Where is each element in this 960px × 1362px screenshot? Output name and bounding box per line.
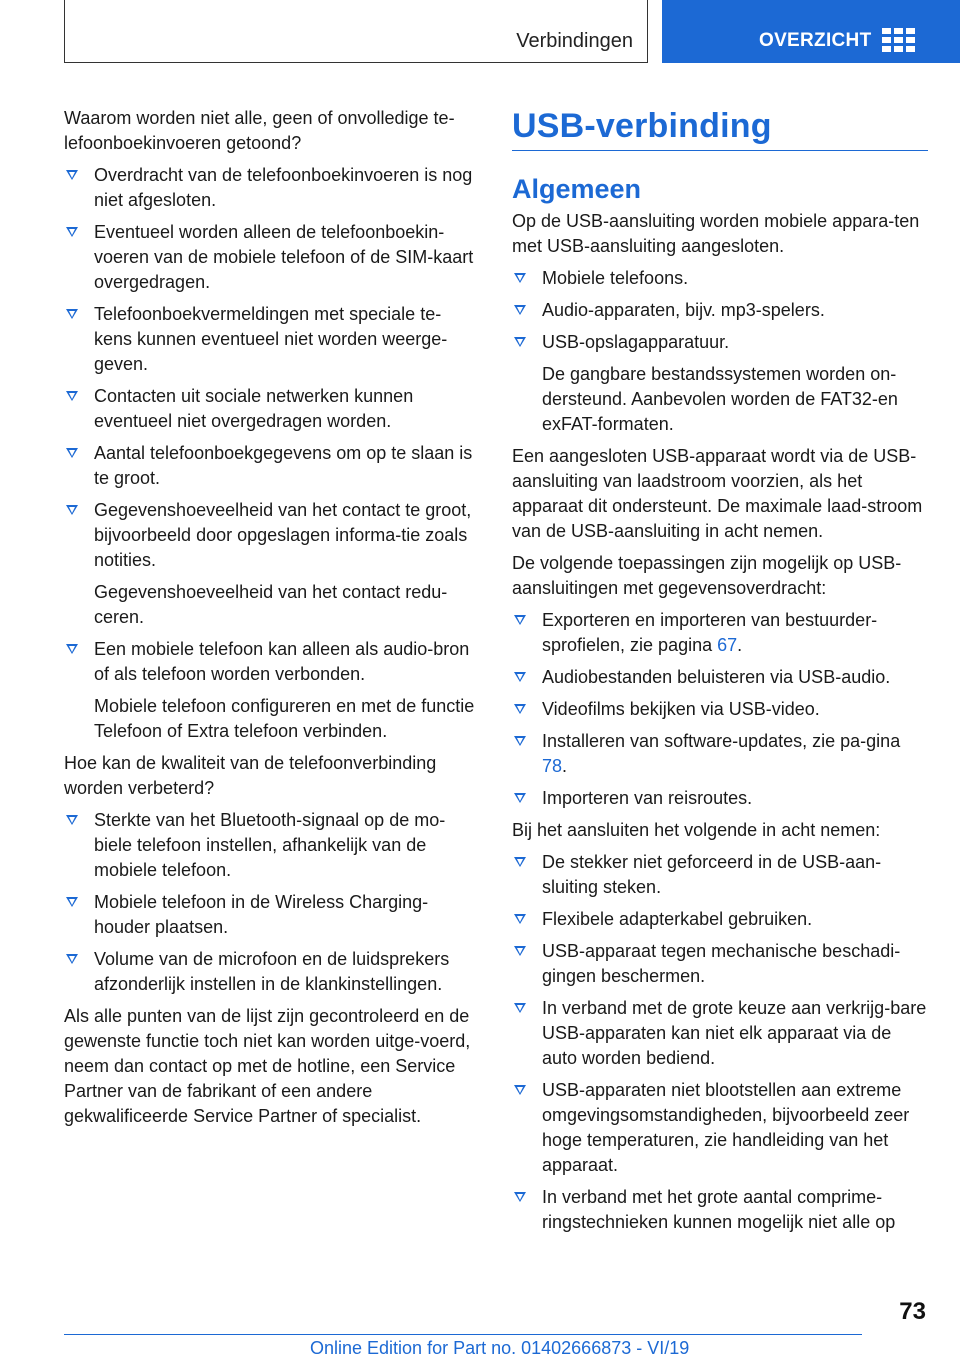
- list-item: Sterkte van het Bluetooth-signaal op de mo-biele telefoon instellen, afhankelijk van de mobiele telefoon.: [64, 808, 478, 883]
- charging-paragraph: Een aangesloten USB-apparaat wordt via de USB-aansluiting van laadstroom voorzien, als het apparaat dit ondersteunt. De maximale laad-stroom van de USB-aansluiting in acht nemen.: [512, 446, 923, 541]
- applications-list: [512, 608, 928, 811]
- list-item: Audiobestanden beluisteren via USB-audio.: [512, 665, 928, 690]
- bullet-triangle-icon: [66, 170, 78, 180]
- list-item: Eventueel worden alleen de telefoonboekin-voeren van de mobiele telefoon of de SIM-kaart overgedragen.: [64, 220, 478, 295]
- connection-notes-intro: Bij het aansluiten het volgende in acht nemen:: [512, 820, 881, 840]
- page-link-67[interactable]: 67: [717, 635, 738, 655]
- bullet-triangle-icon: [66, 505, 78, 515]
- subsection-heading: Algemeen: [512, 174, 642, 204]
- call-quality-list: [64, 808, 478, 997]
- overview-label: OVERZICHT: [759, 30, 872, 51]
- bullet-triangle-icon: [514, 615, 526, 625]
- list-item: De stekker niet geforceerd in de USB-aan-sluiting steken.: [512, 850, 928, 900]
- list-item: In verband met het grote aantal comprime-ringstechnieken kunnen mogelijk niet alle op: [512, 1185, 928, 1235]
- bullet-triangle-icon: [66, 309, 78, 319]
- bullet-triangle-icon: [514, 946, 526, 956]
- bullet-triangle-icon: [514, 1003, 526, 1013]
- list-item: Overdracht van de telefoonboekinvoeren is nog niet afgesloten.: [64, 163, 478, 213]
- edition-footer: Online Edition for Part no. 01402666873 - VI/19: [310, 1338, 690, 1358]
- applications-intro: De volgende toepassingen zijn mogelijk op USB-aansluitingen met gegevensoverdracht:: [512, 553, 902, 598]
- device-list: [512, 266, 928, 437]
- question-2: Hoe kan de kwaliteit van de telefoonverbinding worden verbeterd?: [64, 753, 437, 798]
- list-item: USB-apparaten niet blootstellen aan extreme omgevingsomstandigheden, bijvoorbeeld zeer hoge temperaturen, zie handleiding van het apparaat.: [512, 1078, 928, 1178]
- list-item: Videofilms bekijken via USB-video.: [512, 697, 928, 722]
- list-item: Importeren van reisroutes.: [512, 786, 928, 811]
- bullet-triangle-icon: [66, 391, 78, 401]
- overview-button[interactable]: [662, 0, 960, 63]
- bullet-triangle-icon: [514, 305, 526, 315]
- list-item: Flexibele adapterkabel gebruiken.: [512, 907, 928, 932]
- bullet-triangle-icon: [514, 1192, 526, 1202]
- bullet-triangle-icon: [514, 793, 526, 803]
- closing-paragraph: Als alle punten van de lijst zijn gecontroleerd en de gewenste functie toch niet kan worden uitge-voerd, neem dan contact op met de hotline, een Service Partner van de fabrikant of een andere gekwalificeerde Service Partner of specialist.: [64, 1006, 471, 1126]
- list-item: Audio-apparaten, bijv. mp3-spelers.: [512, 298, 928, 323]
- list-item: Telefoonboekvermeldingen met speciale te-kens kunnen eventueel niet worden weerge-geven.: [64, 302, 478, 377]
- list-item: In verband met de grote keuze aan verkrijg-bare USB-apparaten kan niet elk apparaat via de auto worden bediend.: [512, 996, 928, 1071]
- right-column: [512, 106, 928, 1242]
- list-item: Aantal telefoonboekgegevens om op te slaan is te groot.: [64, 441, 478, 491]
- page-number: 73: [899, 1298, 926, 1325]
- question-1: Waarom worden niet alle, geen of onvolledige te-lefoonboekinvoeren getoond?: [64, 108, 455, 153]
- list-item-remedy: Gegevenshoeveelheid van het contact redu-ceren.: [94, 582, 448, 627]
- section-title: Verbindingen: [516, 30, 633, 52]
- bullet-triangle-icon: [66, 448, 78, 458]
- bullet-triangle-icon: [514, 857, 526, 867]
- footer-divider: [64, 1334, 862, 1335]
- bullet-triangle-icon: [514, 1085, 526, 1095]
- bullet-triangle-icon: [66, 897, 78, 907]
- section-heading: USB-verbinding: [512, 106, 928, 151]
- bullet-triangle-icon: [514, 704, 526, 714]
- grid-icon: [882, 28, 916, 52]
- list-item: USB-apparaat tegen mechanische beschadi-gingen beschermen.: [512, 939, 928, 989]
- connection-notes-list: [512, 850, 928, 1235]
- list-item-note: De gangbare bestandssystemen worden on-dersteund. Aanbevolen worden de FAT32-en exFAT-formaten.: [542, 364, 898, 434]
- page-link-78[interactable]: 78: [542, 756, 563, 776]
- bullet-triangle-icon: [66, 227, 78, 237]
- bullet-triangle-icon: [514, 914, 526, 924]
- phonebook-causes-list: [64, 163, 478, 744]
- list-item: USB-opslagapparatuur. De gangbare bestandssystemen worden on-dersteund. Aanbevolen worden de FAT32-en exFAT-formaten.: [512, 330, 928, 437]
- list-item: Mobiele telefoon in de Wireless Charging-houder plaatsen.: [64, 890, 478, 940]
- bullet-triangle-icon: [66, 644, 78, 654]
- list-item: Contacten uit sociale netwerken kunnen eventueel niet overgedragen worden.: [64, 384, 478, 434]
- bullet-triangle-icon: [66, 815, 78, 825]
- list-item: Mobiele telefoons.: [512, 266, 928, 291]
- list-item: Een mobiele telefoon kan alleen als audio-bron of als telefoon worden verbonden. Mobiele telefoon configureren en met de functie Telefoon of Extra telefoon verbinden.: [64, 637, 478, 744]
- bullet-triangle-icon: [66, 954, 78, 964]
- list-item: Volume van de microfoon en de luidsprekers afzonderlijk instellen in de klankinstellingen.: [64, 947, 478, 997]
- bullet-triangle-icon: [514, 273, 526, 283]
- list-item: Installeren van software-updates, zie pa-gina 78.: [512, 729, 928, 779]
- list-item: Gegevenshoeveelheid van het contact te groot, bijvoorbeeld door opgeslagen informa-tie zoals notities. Gegevenshoeveelheid van het contact redu-ceren.: [64, 498, 478, 630]
- bullet-triangle-icon: [514, 337, 526, 347]
- list-item-remedy: Mobiele telefoon configureren en met de functie Telefoon of Extra telefoon verbinden.: [94, 696, 475, 741]
- intro-paragraph: Op de USB-aansluiting worden mobiele appara-ten met USB-aansluiting aangesloten.: [512, 211, 920, 256]
- list-item: Exporteren en importeren van bestuurder-sprofielen, zie pagina 67.: [512, 608, 928, 658]
- bullet-triangle-icon: [514, 736, 526, 746]
- bullet-triangle-icon: [514, 672, 526, 682]
- left-column: [64, 106, 478, 1136]
- header-section-box: [64, 0, 648, 63]
